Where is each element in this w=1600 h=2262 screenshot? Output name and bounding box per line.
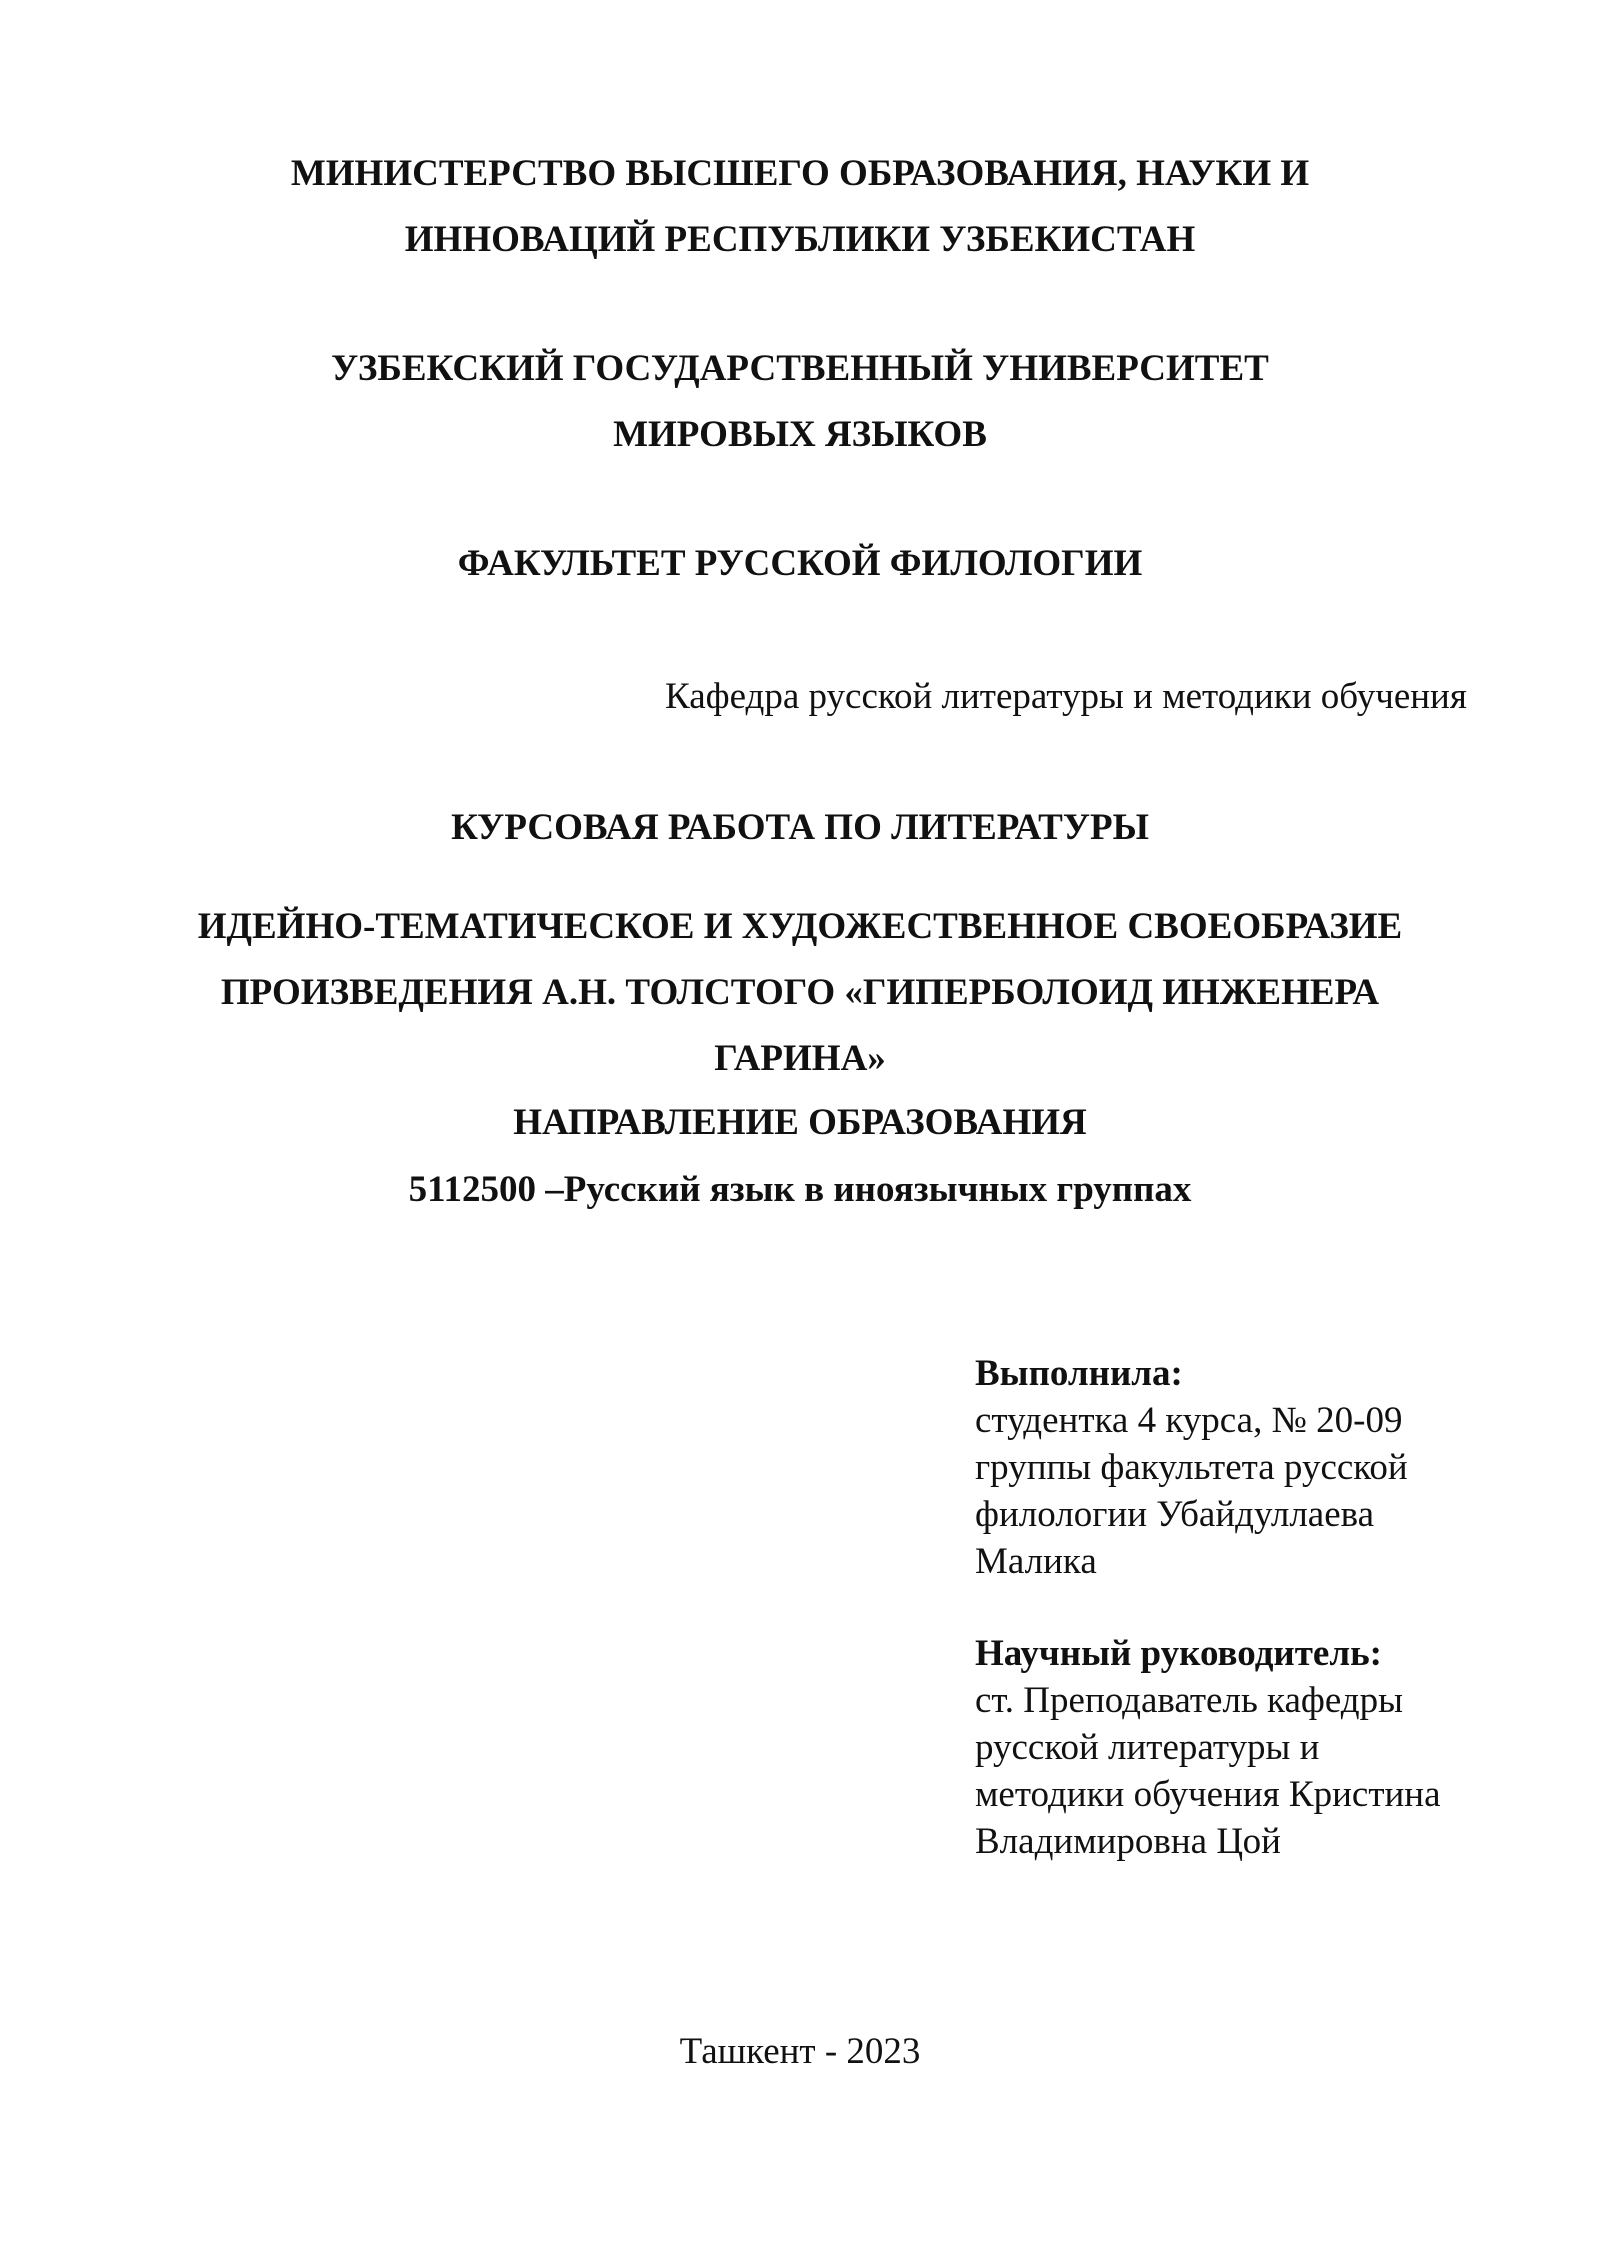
university-line-2: МИРОВЫХ ЯЗЫКОВ [613,414,987,455]
direction-value: 5112500 –Русский язык в иноязычных группах [408,1169,1192,1210]
author-line: Малика [975,1541,1097,1582]
supervisor-line: ст. Преподаватель кафедры [975,1680,1403,1721]
topic-line-1: ИДЕЙНО-ТЕМАТИЧЕСКОЕ И ХУДОЖЕСТВЕННОЕ СВОЕОБРАЗИЕ [197,906,1403,947]
author-line: группы факультета русской [975,1447,1408,1488]
author-heading: Выполнила: [975,1353,1183,1394]
supervisor-block [975,1630,1441,1865]
ministry-line-2: ИННОВАЦИЙ РЕСПУБЛИКИ УЗБЕКИСТАН [404,219,1196,260]
work-type: КУРСОВАЯ РАБОТА ПО ЛИТЕРАТУРЫ [451,807,1149,848]
supervisor-line: методики обучения Кристина [975,1774,1441,1815]
supervisor-line: Владимировна Цой [975,1821,1281,1862]
faculty-title: ФАКУЛЬТЕТ РУССКОЙ ФИЛОЛОГИИ [457,543,1143,584]
supervisor-line: русской литературы и [975,1727,1320,1768]
author-line: студентка 4 курса, № 20-09 [975,1400,1403,1441]
supervisor-heading: Научный руководитель: [975,1633,1382,1674]
direction-label: НАПРАВЛЕНИЕ ОБРАЗОВАНИЯ [513,1102,1087,1143]
author-line: филологии Убайдуллаева [975,1494,1375,1535]
university-line-1: УЗБЕКСКИЙ ГОСУДАРСТВЕННЫЙ УНИВЕРСИТЕТ [331,348,1269,389]
city-year: Ташкент - 2023 [679,2031,921,2072]
ministry-line-1: МИНИСТЕРСТВО ВЫСШЕГО ОБРАЗОВАНИЯ, НАУКИ И [290,153,1310,194]
author-block [975,1350,1408,1585]
topic-line-2: ПРОИЗВЕДЕНИЯ А.Н. ТОЛСТОГО «ГИПЕРБОЛОИД ИНЖЕНЕРА [220,972,1380,1013]
topic-line-3: ГАРИНА» [714,1038,886,1079]
department-name: Кафедра русской литературы и методики обучения [665,676,1467,717]
